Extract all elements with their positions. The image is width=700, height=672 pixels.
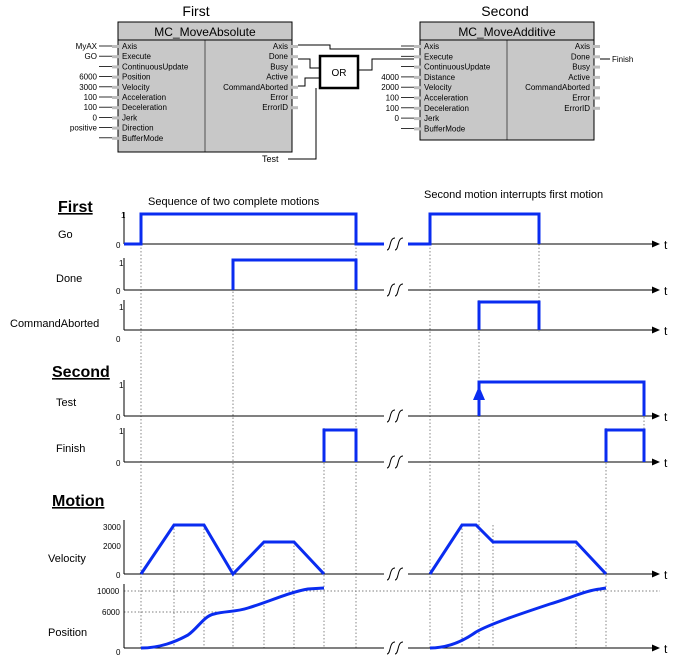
first-input-value: GO [84, 52, 97, 62]
section-first: First [58, 199, 93, 216]
first-input-value: 100 [83, 93, 97, 102]
tick-done-1: 1 [119, 259, 124, 268]
first-output-stub [290, 55, 298, 58]
first-block-title: MC_MoveAbsolute [154, 25, 256, 39]
second-output-stub [592, 76, 600, 79]
tick-aborted-1: 1 [119, 303, 124, 312]
first-block-input-values [70, 42, 112, 138]
tick-velocity-2000: 2000 [103, 542, 121, 551]
second-output-stub [592, 45, 600, 48]
test-wire-label: Test [262, 154, 279, 164]
first-output-stub [290, 45, 298, 48]
or-gate-label: OR [331, 68, 347, 79]
first-input-value: 100 [83, 103, 97, 113]
wave-position-1 [141, 588, 324, 648]
second-input-stub [414, 127, 422, 130]
tick-go-0: 0 [116, 241, 121, 250]
first-input-port-label: Axis [122, 42, 138, 51]
time-axis-label-velocity: t [664, 568, 668, 582]
second-input-stub [414, 55, 422, 58]
second-input-value: 0 [394, 114, 399, 124]
signal-label-test: Test [56, 397, 77, 409]
second-function-block [381, 3, 633, 140]
first-input-port-label: Acceleration [122, 93, 167, 102]
wave-velocity-2 [430, 525, 606, 574]
first-input-port-label: BufferMode [122, 133, 164, 143]
second-output-stub [592, 107, 600, 110]
second-input-stub [414, 76, 422, 79]
first-input-value: 3000 [79, 82, 97, 92]
second-input-stub [414, 45, 422, 48]
wave-go [124, 214, 539, 244]
first-input-stub [112, 116, 120, 119]
first-output-stub [290, 65, 298, 68]
second-input-stub [414, 86, 422, 89]
second-input-port-label: BufferMode [424, 124, 466, 134]
tick-done-0: 0 [116, 287, 121, 296]
signal-label-velocity: Velocity [48, 553, 86, 565]
second-input-stub [414, 97, 422, 100]
time-axis-label-test: t [664, 410, 668, 424]
first-input-stub [112, 96, 120, 99]
first-input-port-label: ContinuousUpdate [122, 62, 189, 72]
first-input-stub [112, 55, 120, 58]
first-input-stub [112, 137, 120, 140]
first-input-port-label: Direction [122, 123, 154, 133]
or-gate [320, 56, 358, 88]
second-input-value: 4000 [381, 72, 399, 82]
tick-test-0: 0 [116, 413, 121, 422]
wave-finish-2 [606, 430, 644, 462]
first-output-port-label: Active [266, 72, 288, 82]
section-second: Second [52, 364, 110, 381]
signal-label-finish: Finish [56, 443, 86, 455]
second-output-port-label: ErrorID [564, 103, 590, 113]
second-block-input-values [381, 46, 414, 128]
first-output-port-label: Busy [270, 62, 288, 72]
first-output-stub [290, 106, 298, 109]
tick-position-6000: 6000 [102, 608, 120, 617]
time-axis-label-done: t [664, 284, 668, 298]
first-output-port-label: CommandAborted [223, 82, 288, 92]
time-axis-label-go: t [664, 238, 668, 252]
first-output-port-label: Error [270, 93, 288, 102]
first-input-port-label: Execute [122, 52, 151, 62]
finish-output-label: Finish [612, 55, 634, 64]
tick-velocity-3000: 3000 [103, 523, 121, 532]
second-input-port-label: Axis [424, 42, 440, 51]
second-input-stub [414, 66, 422, 69]
second-input-port-label: ContinuousUpdate [424, 62, 491, 72]
guide-lines [124, 244, 660, 648]
first-input-stub [112, 106, 120, 109]
first-output-stub [290, 96, 298, 99]
first-input-port-label: Position [122, 72, 151, 82]
note-sequence: Sequence of two complete motions [148, 196, 320, 208]
wave-finish-1 [324, 430, 356, 462]
wave-aborted [479, 302, 539, 330]
second-input-port-label: Acceleration [424, 93, 469, 103]
second-output-port-label: Axis [574, 42, 590, 51]
wave-test [479, 382, 644, 416]
first-output-port-label: Axis [272, 42, 288, 51]
first-output-port-label: ErrorID [262, 103, 288, 113]
second-input-port-label: Execute [424, 52, 453, 62]
second-input-port-label: Jerk [424, 114, 440, 124]
second-input-port-label: Velocity [424, 83, 452, 93]
second-input-port-label: Deceleration [424, 103, 469, 113]
time-axis-label-aborted: t [664, 324, 668, 338]
first-input-port-label: Deceleration [122, 103, 167, 113]
second-output-port-label: Error [572, 93, 590, 103]
first-block-header: First [182, 3, 210, 19]
tick-finish-1: 1 [119, 427, 124, 436]
second-output-port-label: Active [568, 72, 590, 82]
second-output-port-label: Busy [572, 62, 590, 72]
first-input-stub [112, 76, 120, 79]
section-motion: Motion [52, 493, 105, 510]
second-input-stub [414, 107, 422, 110]
time-axis-label-position: t [664, 642, 668, 656]
second-block-header: Second [481, 3, 529, 19]
axis-break-marks [384, 236, 408, 656]
second-output-stub [592, 55, 600, 58]
wave-done [233, 260, 356, 290]
second-output-stub [592, 86, 600, 89]
second-input-port-label: Distance [424, 72, 456, 82]
tick-go-1: 1 [121, 211, 126, 220]
signal-label-aborted: CommandAborted [10, 318, 100, 330]
second-input-value: 100 [385, 103, 399, 113]
signal-label-done: Done [56, 273, 83, 285]
time-axes [124, 212, 668, 656]
second-input-stub [414, 117, 422, 120]
second-input-value: 2000 [381, 83, 399, 93]
tick-position-10000: 10000 [97, 587, 120, 596]
first-input-stub [112, 45, 120, 48]
first-input-port-label: Velocity [122, 82, 150, 92]
tick-aborted-0: 0 [116, 335, 121, 344]
second-output-stub [592, 97, 600, 100]
tick-finish-0: 0 [116, 459, 121, 468]
signal-label-position: Position [48, 627, 88, 639]
tick-position-0: 0 [116, 648, 121, 657]
time-axis-label-finish: t [664, 456, 668, 470]
tick-test-1: 1 [119, 381, 124, 390]
second-output-port-label: CommandAborted [525, 83, 590, 93]
first-input-stub [112, 65, 120, 68]
tick-velocity-0: 0 [116, 571, 121, 580]
first-output-stub [290, 76, 298, 79]
first-input-value: 6000 [79, 72, 97, 82]
wave-velocity-1 [141, 525, 324, 574]
first-input-port-label: Jerk [122, 113, 138, 123]
test-rising-arrow [473, 386, 485, 400]
first-input-stub [112, 127, 120, 130]
first-function-block [70, 3, 298, 152]
note-interrupt: Second motion interrupts first motion [424, 189, 604, 201]
second-output-port-label: Done [570, 52, 590, 62]
waveforms [124, 214, 644, 648]
wave-position-2 [430, 588, 606, 648]
first-input-stub [112, 86, 120, 89]
first-input-value: positive [69, 123, 97, 133]
second-output-stub [592, 66, 600, 69]
first-input-value: MyAX [75, 42, 97, 51]
second-input-value: 100 [385, 93, 399, 103]
first-output-stub [290, 86, 298, 89]
first-input-value: 0 [92, 113, 97, 123]
signal-label-go: Go [58, 229, 73, 241]
second-block-title: MC_MoveAdditive [458, 25, 556, 39]
first-output-port-label: Done [268, 52, 288, 62]
